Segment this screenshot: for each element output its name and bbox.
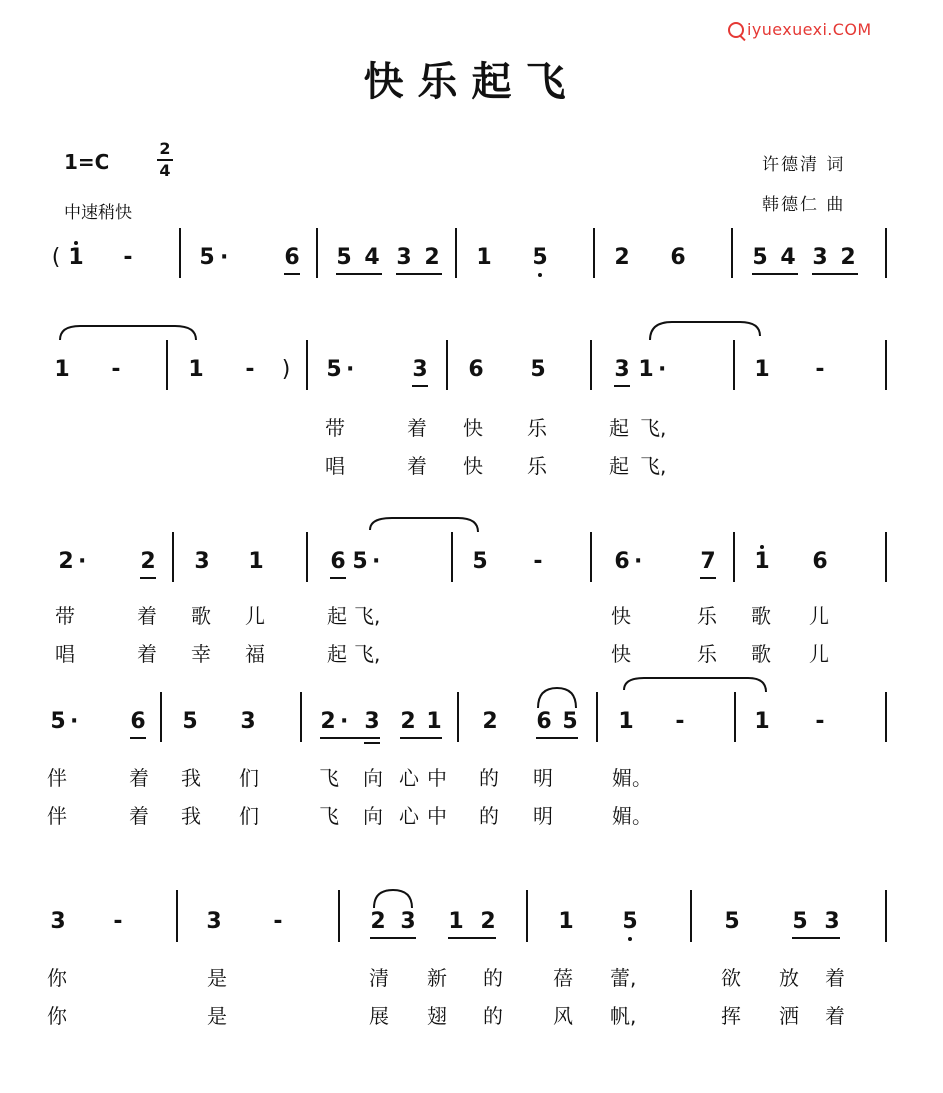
- note: 1: [476, 245, 492, 270]
- paren-open: (: [51, 245, 61, 270]
- note: 3: [364, 709, 380, 734]
- note: 1: [754, 549, 770, 574]
- lyric-char: 向: [363, 804, 383, 828]
- augmentation-dot: ·: [372, 549, 381, 574]
- note: 2: [370, 909, 386, 934]
- note: 5: [326, 357, 342, 382]
- note: 2: [140, 549, 156, 574]
- lyric-char: 明: [533, 766, 553, 790]
- note: 2: [480, 909, 496, 934]
- site-watermark-text: iyuexuexi.COM: [747, 20, 872, 39]
- note: 1: [754, 357, 770, 382]
- dash: -: [533, 549, 543, 574]
- lyric-char: 飞,: [640, 454, 667, 478]
- lyric-char: 快: [611, 604, 631, 628]
- lyric-char: 乐: [527, 416, 547, 440]
- tie-slur: [374, 890, 412, 908]
- lyric-char: 乐: [697, 642, 717, 666]
- lyric-char: 欲: [721, 966, 741, 990]
- lyric-char: 向: [363, 766, 383, 790]
- dash: -: [815, 357, 825, 382]
- lyric-char: 心: [399, 804, 419, 828]
- lyric-char: 心: [399, 766, 419, 790]
- note: 3: [240, 709, 256, 734]
- lyric-char: 们: [239, 766, 259, 790]
- note: 1: [618, 709, 634, 734]
- dash: -: [675, 709, 685, 734]
- note: 2: [400, 709, 416, 734]
- lyric-char: 帆,: [610, 1004, 637, 1028]
- note: 4: [364, 245, 380, 270]
- lyric-char: 起: [327, 604, 347, 628]
- lyric-char: 起: [327, 642, 347, 666]
- lyric-char: 着: [137, 604, 157, 628]
- lyric-char: 你: [47, 966, 67, 990]
- note: 6: [284, 245, 300, 270]
- note: 5: [352, 549, 368, 574]
- note: 3: [812, 245, 828, 270]
- note: 2: [58, 549, 74, 574]
- lyric-char: 着: [407, 454, 427, 478]
- note: 6: [468, 357, 484, 382]
- tie-slur: [624, 678, 766, 692]
- lyric-char: 中: [427, 766, 447, 790]
- lyric-char: 着: [129, 804, 149, 828]
- lyric-char: 乐: [697, 604, 717, 628]
- lyric-char: 是: [207, 966, 227, 990]
- lyric-char: 我: [181, 804, 201, 828]
- augmentation-dot: ·: [340, 709, 349, 734]
- note: 2: [424, 245, 440, 270]
- note: 3: [206, 909, 222, 934]
- lyric-char: 媚。: [612, 804, 652, 828]
- composer-credit: 韩德仁 曲: [762, 195, 846, 215]
- note: 6: [330, 549, 346, 574]
- time-signature-top: 2: [159, 139, 171, 158]
- lyric-char: 挥: [721, 1004, 741, 1028]
- lyric-char: 快: [463, 416, 483, 440]
- lyric-char: 飞,: [354, 604, 381, 628]
- tie-slur: [538, 688, 576, 708]
- dash: -: [123, 245, 133, 270]
- lyric-char: 蕾,: [610, 966, 637, 990]
- note: 2: [482, 709, 498, 734]
- note: 1: [558, 909, 574, 934]
- note: 6: [130, 709, 146, 734]
- note: 6: [614, 549, 630, 574]
- note: 5: [562, 709, 578, 734]
- note: 3: [396, 245, 412, 270]
- lyric-char: 唱: [325, 454, 345, 478]
- lyric-char: 歌: [751, 642, 771, 666]
- tie-slur: [370, 518, 478, 532]
- note: 7: [700, 549, 716, 574]
- lyric-char: 乐: [527, 454, 547, 478]
- lyric-char: 伴: [47, 804, 67, 828]
- note: 5: [752, 245, 768, 270]
- lyric-char: 我: [181, 766, 201, 790]
- note: 5: [622, 909, 638, 934]
- note: 5: [532, 245, 548, 270]
- note: 5: [530, 357, 546, 382]
- note: 5: [182, 709, 198, 734]
- lyric-char: 蓓: [553, 966, 573, 990]
- note: 3: [824, 909, 840, 934]
- note: 6: [536, 709, 552, 734]
- note: 1: [248, 549, 264, 574]
- augmentation-dot: ·: [634, 549, 643, 574]
- lyric-char: 的: [483, 966, 503, 990]
- lyric-char: 放: [779, 966, 799, 990]
- lyric-char: 带: [55, 604, 75, 628]
- lyric-char: 飞,: [640, 416, 667, 440]
- lyric-char: 的: [483, 1004, 503, 1028]
- note: 5: [50, 709, 66, 734]
- lyricist-credit: 许德清 词: [762, 155, 846, 175]
- lyric-char: 快: [611, 642, 631, 666]
- note: 6: [670, 245, 686, 270]
- note: 1: [54, 357, 70, 382]
- lyric-char: 是: [207, 1004, 227, 1028]
- note: 3: [50, 909, 66, 934]
- augmentation-dot: ·: [658, 357, 667, 382]
- dash: -: [111, 357, 121, 382]
- lyric-char: 清: [369, 966, 389, 990]
- lyric-char: 儿: [245, 604, 265, 628]
- note: 5: [724, 909, 740, 934]
- dash: -: [273, 909, 283, 934]
- note: 5: [472, 549, 488, 574]
- note: 4: [780, 245, 796, 270]
- note: 5: [792, 909, 808, 934]
- augmentation-dot: ·: [70, 709, 79, 734]
- lyric-char: 媚。: [612, 766, 652, 790]
- note: 2: [840, 245, 856, 270]
- dash: -: [815, 709, 825, 734]
- lyric-char: 伴: [47, 766, 67, 790]
- lyric-char: 福: [245, 642, 265, 666]
- lyric-char: 歌: [751, 604, 771, 628]
- lyric-char: 展: [369, 1004, 389, 1028]
- note: 3: [412, 357, 428, 382]
- lyric-char: 们: [239, 804, 259, 828]
- lyric-char: 你: [47, 1004, 67, 1028]
- note: 2: [320, 709, 336, 734]
- paren-close: ): [281, 357, 291, 382]
- lyric-char: 起: [609, 416, 629, 440]
- lyric-char: 幸: [191, 642, 211, 666]
- lyric-char: 起: [609, 454, 629, 478]
- note: 1: [638, 357, 654, 382]
- lyric-char: 着: [137, 642, 157, 666]
- lyric-char: 飞: [319, 766, 339, 790]
- note: 6: [812, 549, 828, 574]
- note: 3: [400, 909, 416, 934]
- lyric-char: 着: [825, 1004, 845, 1028]
- lyric-char: 着: [407, 416, 427, 440]
- lyric-char: 儿: [809, 604, 829, 628]
- time-signature-bottom: 4: [159, 161, 171, 180]
- note: 5: [336, 245, 352, 270]
- lyric-char: 飞,: [354, 642, 381, 666]
- lyric-char: 中: [427, 804, 447, 828]
- lyric-char: 翅: [427, 1004, 447, 1028]
- lyric-char: 快: [463, 454, 483, 478]
- song-title: 快乐起飞: [363, 59, 580, 105]
- note: 1: [188, 357, 204, 382]
- note: 3: [614, 357, 630, 382]
- dash: -: [245, 357, 255, 382]
- note: 3: [194, 549, 210, 574]
- note: 1: [426, 709, 442, 734]
- lyric-char: 风: [553, 1004, 573, 1028]
- note: 2: [614, 245, 630, 270]
- lyric-char: 洒: [779, 1004, 799, 1028]
- lyric-char: 的: [479, 804, 499, 828]
- tie-slur: [60, 326, 196, 340]
- note: 5: [199, 245, 215, 270]
- lyric-char: 新: [427, 966, 447, 990]
- lyric-char: 歌: [191, 604, 211, 628]
- augmentation-dot: ·: [220, 245, 229, 270]
- lyric-char: 明: [533, 804, 553, 828]
- lyric-char: 儿: [809, 642, 829, 666]
- key-signature: 1=C: [64, 150, 110, 174]
- lyric-char: 着: [129, 766, 149, 790]
- tie-slur: [650, 322, 760, 340]
- note: 1: [68, 245, 84, 270]
- lyric-char: 唱: [55, 642, 75, 666]
- note: 1: [754, 709, 770, 734]
- tempo-marking: 中速稍快: [64, 203, 132, 223]
- note: 1: [448, 909, 464, 934]
- dash: -: [113, 909, 123, 934]
- lyric-char: 的: [479, 766, 499, 790]
- lyric-char: 飞: [319, 804, 339, 828]
- augmentation-dot: ·: [346, 357, 355, 382]
- lyric-char: 着: [825, 966, 845, 990]
- lyric-char: 带: [325, 416, 345, 440]
- augmentation-dot: ·: [78, 549, 87, 574]
